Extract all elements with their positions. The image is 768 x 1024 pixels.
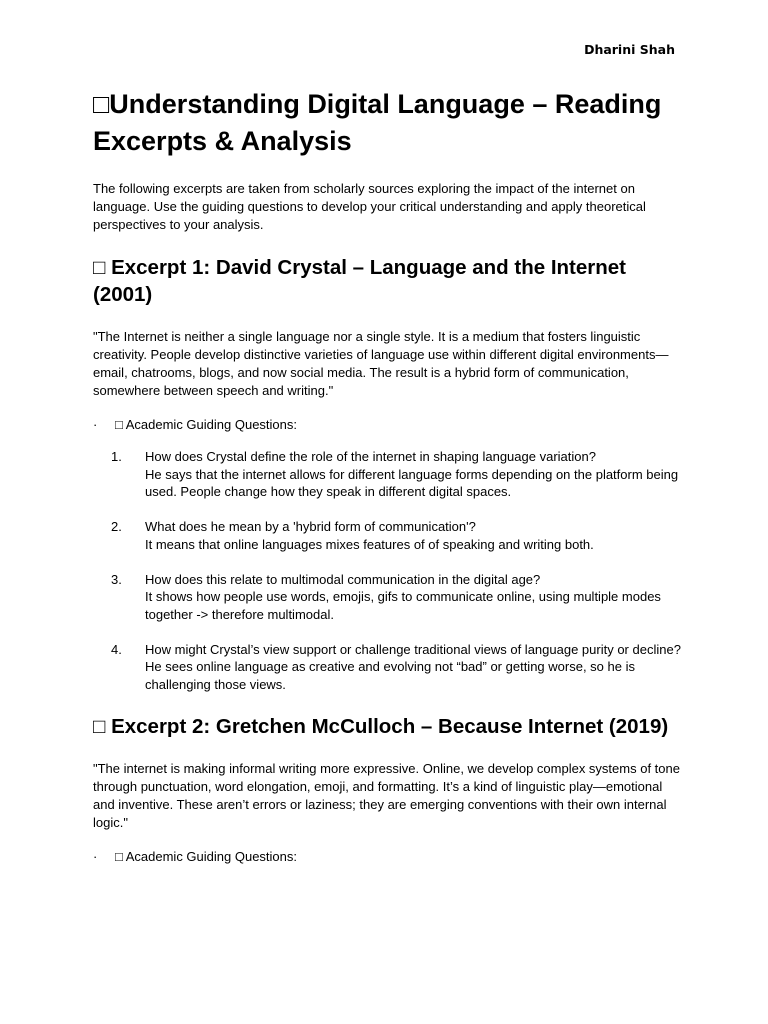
- question-number: 2.: [111, 519, 122, 534]
- answer-text: It means that online languages mixes features of of speaking and writing both.: [145, 536, 594, 552]
- question-text: How does this relate to multimodal communication in the digital age?: [145, 571, 541, 587]
- question-item-3: [93, 571, 683, 624]
- question-item-2: [93, 518, 683, 553]
- excerpt-1-section: [93, 254, 683, 693]
- intro-paragraph: The following excerpts are taken from scholarly sources exploring the impact of the internet on language. Use the guiding questions to develop your critical understanding and apply theoretical perspectives to your analysis.: [93, 181, 646, 232]
- page-title: □Understanding Digital Language – Reading Excerpts & Analysis: [93, 89, 662, 156]
- excerpt-2-heading: □ Excerpt 2: Gretchen McCulloch – Because Internet (2019): [93, 715, 669, 738]
- questions-label-text: □ Academic Guiding Questions:: [115, 417, 297, 432]
- excerpt-1-questions-label: [93, 416, 683, 434]
- document-body: [93, 86, 683, 866]
- question-text: How does Crystal define the role of the internet in shaping language variation?: [145, 449, 596, 464]
- excerpt-2-quote: "The internet is making informal writing more expressive. Online, we develop complex systems of tone through punctuation, word elongation, emoji, and formatting. It’s a kind of linguistic play—emotional and inventive. These aren’t errors or laziness; they are emerging conventions with their own internal logic.": [93, 761, 680, 830]
- question-text: What does he mean by a 'hybrid form of communication'?: [145, 519, 476, 534]
- answer-text: He sees online language as creative and evolving not “bad” or getting worse, so he is challenging those views.: [145, 659, 635, 692]
- question-text: How might Crystal’s view support or challenge traditional views of language purity or decline?: [145, 641, 681, 657]
- excerpt-2-section: [93, 713, 683, 866]
- question-number: 3.: [111, 571, 122, 587]
- excerpt-1-quote: "The Internet is neither a single language nor a single style. It is a medium that fosters linguistic creativity. People develop distinctive varieties of language use within different digital environments—email, chatrooms, blogs, and now social media. The result is a hybrid form of communication, somewhere between speech and writing.": [93, 329, 669, 398]
- bullet-dot: ·: [93, 849, 98, 864]
- question-item-4: [93, 641, 683, 694]
- excerpt-2-questions-label: [93, 848, 683, 866]
- excerpt-1-heading: □ Excerpt 1: David Crystal – Language and the Internet (2001): [93, 256, 626, 306]
- answer-text: He says that the internet allows for different language forms depending on the platform being used. People change how they speak in different digital spaces.: [145, 466, 679, 499]
- author-name: Dharini Shah: [584, 42, 675, 57]
- question-number: 4.: [111, 641, 122, 657]
- bullet-dot: ·: [93, 417, 98, 432]
- answer-text: It shows how people use words, emojis, gifs to communicate online, using multiple modes together -> therefore multimodal.: [145, 589, 661, 622]
- question-number: 1.: [111, 449, 122, 464]
- excerpt-1-question-list: [93, 448, 683, 693]
- question-item-1: [93, 448, 683, 501]
- questions-label-text: □ Academic Guiding Questions:: [115, 849, 297, 864]
